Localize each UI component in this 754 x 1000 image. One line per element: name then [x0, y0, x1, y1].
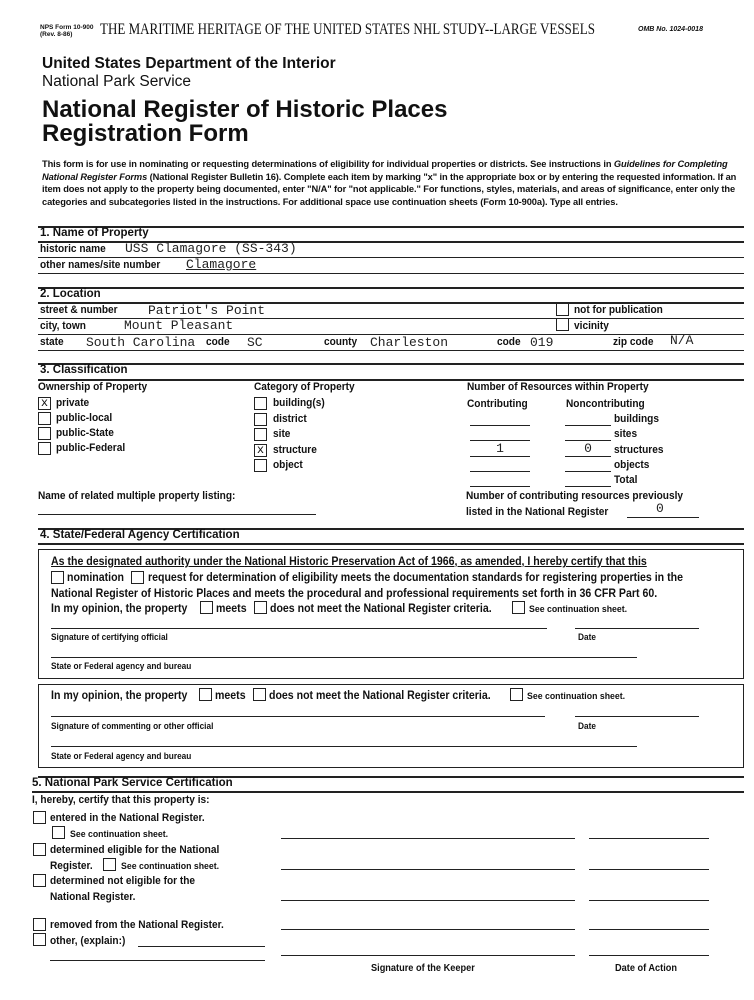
instructions — [42, 158, 742, 208]
ownership-label: private — [56, 397, 90, 409]
category-heading: Category of Property — [254, 381, 355, 393]
rule — [38, 543, 744, 545]
does-not-meet-label: does not meet the National Register criteria. — [270, 603, 492, 615]
date-line[interactable] — [575, 628, 699, 629]
date-of-action-line[interactable] — [589, 929, 709, 930]
state-label: state — [40, 336, 64, 348]
rule — [32, 791, 744, 793]
category-checkbox[interactable] — [254, 413, 267, 426]
study-title: THE MARITIME HERITAGE OF THE UNITED STATES NHL STUDY--LARGE VESSELS — [100, 21, 595, 38]
not-eligible-label-1: determined not eligible for the — [50, 875, 196, 887]
agency-line[interactable] — [51, 657, 637, 658]
historic-name-label: historic name — [40, 243, 106, 255]
contributing-field[interactable] — [470, 411, 530, 426]
date-of-action-line[interactable] — [589, 869, 709, 870]
entered-see-checkbox[interactable] — [52, 826, 65, 839]
previously-listed-label-2: listed in the National Register — [466, 506, 609, 518]
category-label: object — [273, 459, 303, 471]
see-continuation-checkbox-2[interactable] — [510, 688, 523, 701]
eligible-checkbox[interactable] — [33, 843, 46, 856]
instr-1: This form is for use in nominating or requesting determinations of eligibility for individual properties or districts. See instructions in — [42, 159, 614, 169]
category-label: district — [273, 412, 307, 425]
not-eligible-label-2: National Register. — [50, 891, 136, 903]
meets-checkbox-2[interactable] — [199, 688, 212, 701]
resource-type-label: Total — [614, 474, 638, 487]
section-2-title: 2. Location — [40, 288, 101, 300]
meets-label: meets — [216, 603, 247, 615]
cert-paragraph-3: National Register of Historic Places and meets the procedural and professional requirements set forth in 36 CFR Part 60. — [51, 588, 658, 600]
noncontributing-field[interactable] — [565, 472, 611, 487]
category-checkbox[interactable] — [254, 428, 267, 441]
agency-label: State or Federal agency and bureau — [51, 661, 192, 671]
resources-heading: Number of Resources within Property — [467, 381, 649, 393]
multiple-listing-field[interactable] — [38, 514, 316, 515]
noncontributing-heading: Noncontributing — [566, 398, 645, 410]
state-code-field[interactable]: SC — [247, 335, 263, 350]
noncontributing-field[interactable]: 0 — [565, 442, 611, 457]
other-names-label: other names/site number — [40, 259, 161, 271]
ownership-checkbox[interactable]: x — [38, 397, 51, 410]
form-no: NPS Form 10-900 — [40, 24, 94, 31]
removed-checkbox[interactable] — [33, 918, 46, 931]
section-5-title: 5. National Park Service Certification — [32, 777, 233, 789]
eligible-see-label: See continuation sheet. — [121, 861, 220, 872]
category-label: building(s) — [273, 397, 325, 409]
keeper-signature-line[interactable] — [281, 869, 575, 870]
not-for-publication-checkbox[interactable] — [556, 303, 569, 316]
omb-number: OMB No. 1024-0018 — [638, 26, 703, 33]
does-not-meet-label-2: does not meet the National Register criteria. — [269, 690, 491, 702]
meets-label-2: meets — [215, 690, 246, 702]
other-label: other, (explain:) — [50, 935, 126, 947]
city-field[interactable]: Mount Pleasant — [124, 318, 234, 333]
ownership-heading: Ownership of Property — [38, 381, 148, 393]
instr-2: (National Register Bulletin 16). Complete each item by marking "x" in the appropriate box or by entering the requested information. If an item does not apply to the property being documented, enter "N/A" for "not applicable." For functions, styles, materials, and areas of significance, enter only the categories and subcategories listed in the instructions. For additional space use continuation sheets (Form 10-900a). Type all entries. — [42, 171, 737, 207]
eligible-label-2: Register. — [50, 860, 93, 872]
entered-label: entered in the National Register. — [50, 812, 205, 824]
historic-name-field[interactable]: USS Clamagore (SS-343) — [125, 241, 297, 256]
contributing-field[interactable]: 1 — [470, 442, 530, 457]
nomination-label: nomination — [67, 572, 125, 584]
county-code-label: code — [497, 336, 521, 348]
entered-see-label: See continuation sheet. — [70, 829, 169, 840]
resource-type-label: structures — [614, 443, 664, 456]
vicinity-label: vicinity — [574, 320, 609, 332]
noncontributing-field[interactable] — [565, 426, 611, 441]
eligible-see-checkbox[interactable] — [103, 858, 116, 871]
contributing-field[interactable] — [470, 426, 530, 441]
sig-commenting-label: Signature of commenting or other official — [51, 721, 214, 731]
does-not-meet-checkbox[interactable] — [254, 601, 267, 614]
contributing-field[interactable] — [470, 457, 530, 472]
date-of-action-label: Date of Action — [615, 963, 678, 974]
resource-type-label: sites — [614, 428, 638, 441]
category-label: structure — [273, 443, 317, 456]
see-continuation-checkbox[interactable] — [512, 601, 525, 614]
keeper-signature-line[interactable] — [281, 838, 575, 839]
does-not-meet-checkbox-2[interactable] — [253, 688, 266, 701]
category-checkbox[interactable] — [254, 459, 267, 472]
date-of-action-line[interactable] — [589, 900, 709, 901]
opinion-label-2: In my opinion, the property — [51, 690, 188, 702]
line — [50, 960, 265, 961]
date-label-2: Date — [578, 721, 596, 731]
nomination-checkbox[interactable] — [51, 571, 64, 584]
resource-type-label: objects — [614, 458, 650, 471]
agency-label-2: State or Federal agency and bureau — [51, 751, 192, 761]
instr-guidelines: Guidelines for Completing National Register Forms — [42, 159, 728, 182]
rule — [38, 363, 744, 365]
noncontributing-field[interactable] — [565, 457, 611, 472]
state-field[interactable]: South Carolina — [86, 335, 196, 350]
form-title — [42, 98, 447, 146]
section-1-title: 1. Name of Property — [40, 227, 149, 239]
ownership-checkbox[interactable] — [38, 442, 51, 455]
signature-line-2[interactable] — [51, 716, 545, 717]
section-3-title: 3. Classification — [40, 364, 128, 376]
other-checkbox[interactable] — [33, 933, 46, 946]
title-line-2: Registration Form — [42, 120, 249, 147]
rule — [38, 287, 744, 289]
date-of-action-line[interactable] — [589, 955, 709, 956]
signature-line[interactable] — [51, 628, 547, 629]
category-label: site — [273, 428, 291, 440]
resource-type-label: buildings — [614, 413, 659, 425]
date-label: Date — [578, 632, 596, 642]
city-label: city, town — [40, 320, 86, 332]
street-label: street & number — [40, 304, 118, 316]
line — [38, 350, 744, 351]
form-rev: (Rev. 8-86) — [40, 31, 73, 38]
keeper-signature-line[interactable] — [281, 955, 575, 956]
county-field[interactable]: Charleston — [370, 335, 449, 350]
zip-field[interactable]: N/A — [670, 333, 694, 348]
ownership-label: public-local — [56, 412, 113, 424]
previously-listed-label-1: Number of contributing resources previously — [466, 490, 684, 502]
contributing-field[interactable] — [470, 472, 530, 487]
see-continuation-label: See continuation sheet. — [529, 604, 628, 615]
line — [38, 257, 744, 258]
date-of-action-line[interactable] — [589, 838, 709, 839]
request-label: request for determination of eligibility meets the documentation standards for registering properties in the — [148, 572, 683, 584]
nps-intro: I, hereby, certify that this property is: — [32, 794, 210, 806]
entered-checkbox[interactable] — [33, 811, 46, 824]
eligible-label-1: determined eligible for the National — [50, 844, 220, 856]
date-line-2[interactable] — [575, 716, 699, 717]
see-continuation-label-2: See continuation sheet. — [527, 691, 626, 702]
cert-paragraph-1: As the designated authority under the National Historic Preservation Act of 1966, as amended, I hereby certify that this — [51, 556, 647, 568]
line — [38, 273, 744, 274]
county-code-field[interactable]: 019 — [530, 335, 554, 350]
state-code-label: code — [206, 336, 230, 348]
street-field[interactable]: Patriot's Point — [148, 303, 266, 318]
zip-label: zip code — [613, 336, 654, 348]
request-checkbox[interactable] — [131, 571, 144, 584]
county-label: county — [324, 336, 358, 348]
agency-line-2[interactable] — [51, 746, 637, 747]
ownership-label: public-State — [56, 427, 114, 439]
service: National Park Service — [42, 73, 192, 90]
category-checkbox[interactable] — [254, 397, 267, 410]
line — [627, 517, 699, 518]
keeper-signature-line[interactable] — [281, 900, 575, 901]
ownership-label: public-Federal — [56, 442, 126, 454]
sig-certifying-label: Signature of certifying official — [51, 632, 168, 642]
keeper-signature-line[interactable] — [281, 929, 575, 930]
contributing-heading: Contributing — [467, 398, 528, 410]
vicinity-checkbox[interactable] — [556, 318, 569, 331]
form-number — [40, 24, 93, 38]
not-eligible-checkbox[interactable] — [33, 874, 46, 887]
multiple-listing-label: Name of related multiple property listing: — [38, 490, 236, 502]
nfp-label: not for publication — [574, 304, 663, 316]
keeper-signature-label: Signature of the Keeper — [371, 963, 475, 974]
meets-checkbox[interactable] — [200, 601, 213, 614]
department: United States Department of the Interior — [42, 55, 336, 72]
other-explain-line[interactable] — [138, 946, 265, 947]
title-line-1: National Register of Historic Places — [42, 96, 448, 123]
previously-listed-field[interactable]: 0 — [656, 501, 664, 516]
other-names-field[interactable]: Clamagore — [186, 257, 257, 272]
ownership-checkbox[interactable] — [38, 412, 51, 425]
section-4-title: 4. State/Federal Agency Certification — [40, 529, 240, 541]
ownership-checkbox[interactable] — [38, 427, 51, 440]
opinion-label: In my opinion, the property — [51, 603, 188, 615]
noncontributing-field[interactable] — [565, 411, 611, 426]
category-checkbox[interactable]: x — [254, 444, 267, 457]
removed-label: removed from the National Register. — [50, 919, 224, 931]
